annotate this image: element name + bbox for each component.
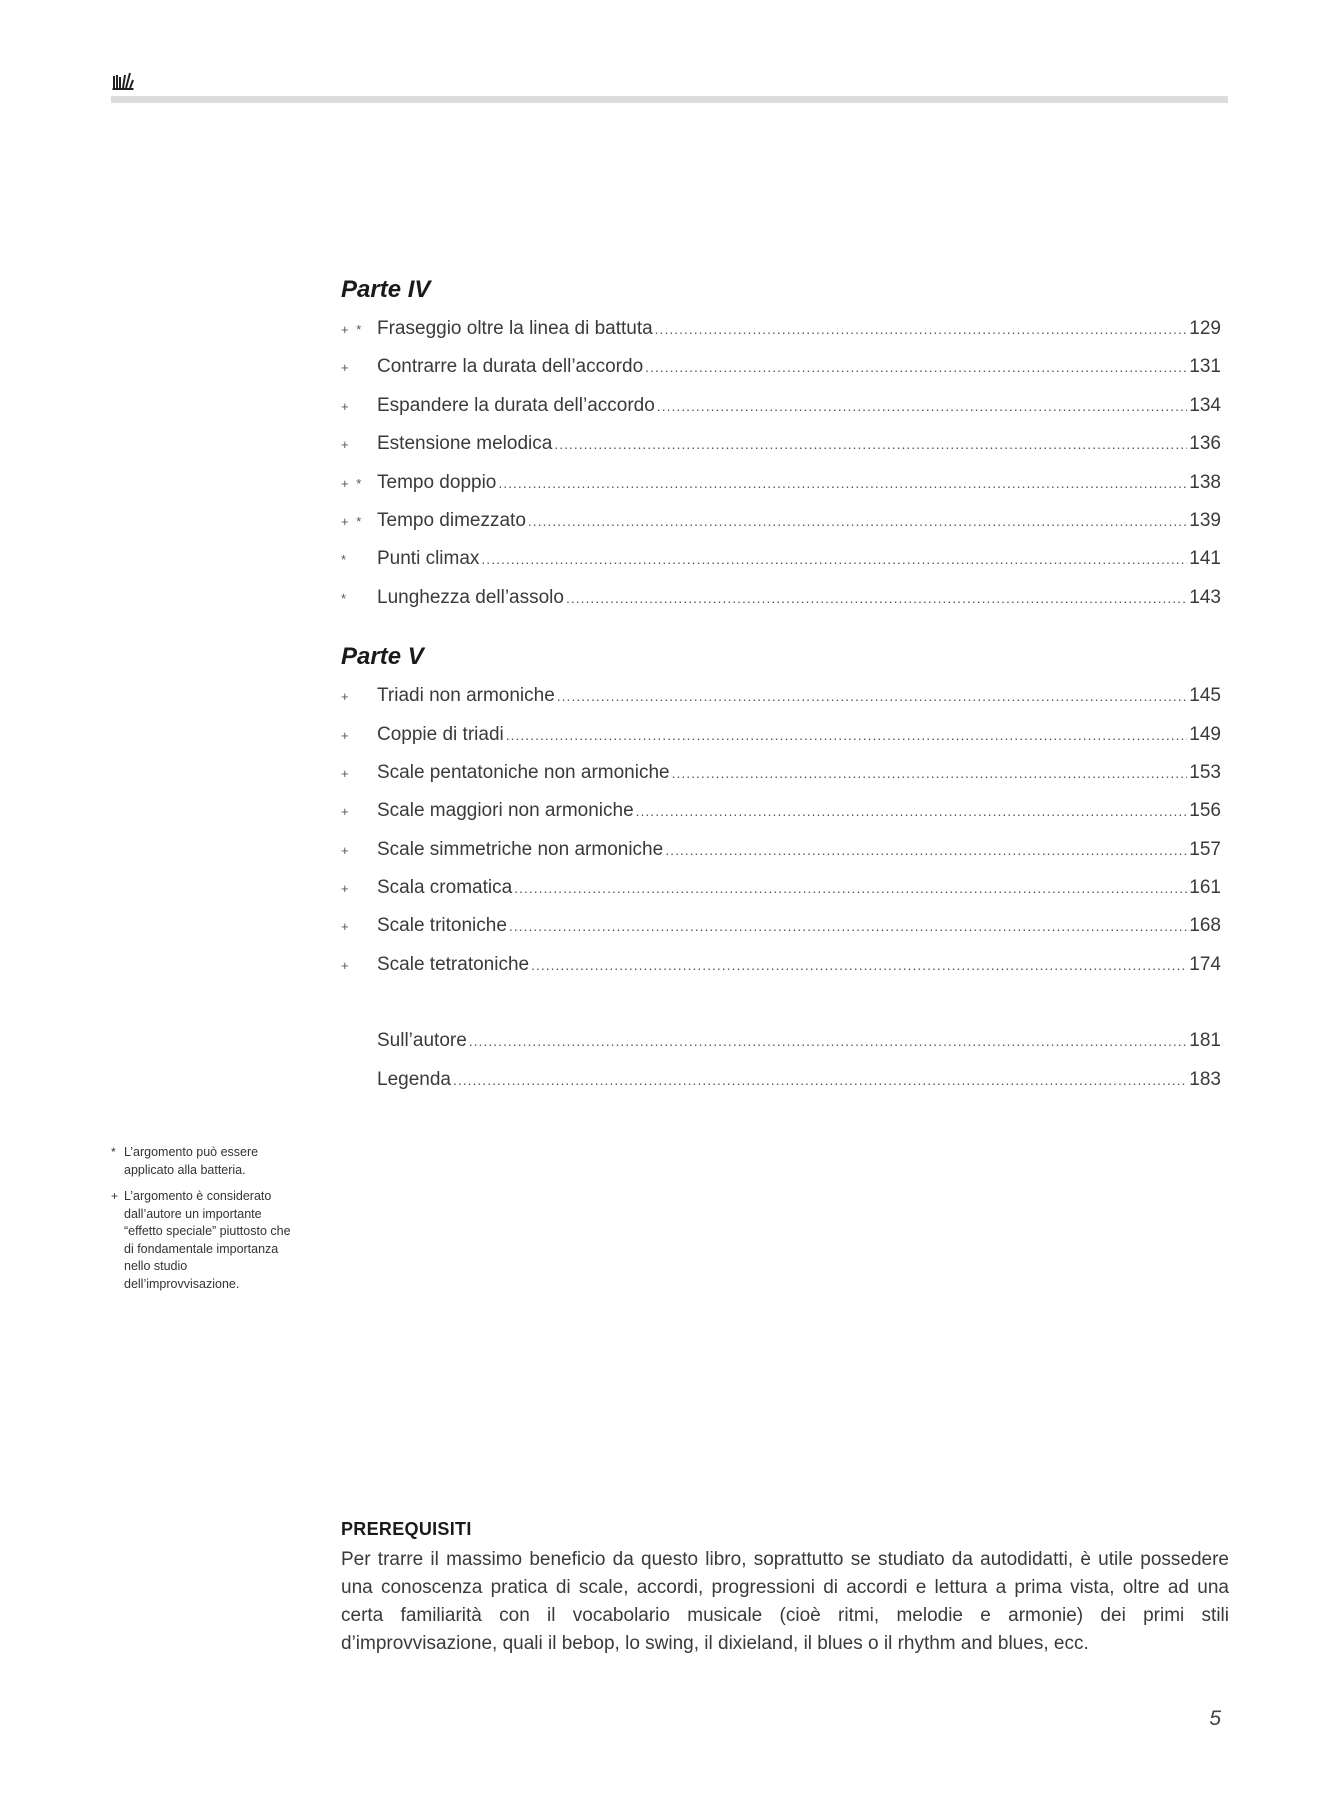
entry-marks: +	[341, 957, 351, 973]
dot-leader	[453, 1061, 1187, 1099]
toc-list	[341, 310, 1221, 617]
entry-page-number: 136	[1189, 433, 1221, 455]
entry-title: Punti climax	[377, 548, 480, 570]
entry-page-number: 138	[1189, 471, 1221, 493]
entry-page-number: 149	[1189, 723, 1221, 745]
dot-leader	[566, 579, 1187, 617]
entry-title: Scale tritoniche	[377, 915, 507, 937]
entry-page-number: 145	[1189, 685, 1221, 707]
entry-title: Scale pentatoniche non armoniche	[377, 761, 670, 783]
prerequisites-title: PREREQUISITI	[341, 1519, 472, 1539]
header-rule	[111, 96, 1228, 103]
entry-marks: +	[341, 842, 351, 858]
dot-leader	[672, 754, 1188, 792]
toc-entry	[341, 1061, 1221, 1099]
toc-extras-list	[341, 1022, 1221, 1099]
legend-sidenotes	[111, 1144, 301, 1302]
toc-entry	[341, 310, 1221, 348]
dot-leader	[509, 907, 1187, 945]
sidenote-symbol: +	[111, 1189, 119, 1203]
entry-title: Estensione melodica	[377, 433, 553, 455]
sidenote-text: L’argomento è considerato dall’autore un importante “effetto speciale” piuttosto che di fondamentale importanza nello studio dell’improvvisazione.	[124, 1189, 291, 1291]
dot-leader	[657, 387, 1188, 425]
entry-page-number: 129	[1189, 318, 1221, 339]
dot-leader	[655, 310, 1188, 348]
toc-entry	[341, 579, 1221, 617]
entry-title: Scala cromatica	[377, 877, 513, 899]
table-of-contents	[341, 270, 1221, 1099]
entry-title: Espandere la durata dell’accordo	[377, 394, 655, 416]
sidenote-text: L’argomento può essere applicato alla batteria.	[124, 1145, 259, 1177]
dot-leader	[498, 464, 1187, 502]
dot-leader	[528, 502, 1187, 540]
page-number: 5	[1209, 1707, 1221, 1730]
entry-page-number: 181	[1189, 1030, 1221, 1052]
entry-page-number: 139	[1189, 509, 1221, 531]
entry-marks: +	[341, 919, 351, 935]
entry-title: Scale simmetriche non armoniche	[377, 838, 664, 860]
dot-leader	[531, 946, 1187, 984]
dot-leader	[506, 716, 1188, 754]
toc-entry	[341, 869, 1221, 907]
dot-leader	[481, 540, 1187, 578]
entry-marks: *	[341, 590, 349, 606]
sidenote-symbol: *	[111, 1145, 116, 1159]
entry-page-number: 174	[1189, 953, 1221, 975]
entry-marks: +	[341, 765, 351, 781]
toc-entry	[341, 425, 1221, 463]
entry-page-number: 156	[1189, 800, 1221, 822]
toc-entry	[341, 677, 1221, 715]
entry-marks: +	[341, 360, 351, 376]
toc-entry	[341, 831, 1221, 869]
prerequisites-body: Per trarre il massimo beneficio da questo libro, soprattutto se studiato da autodidatti, è utile possedere una conoscenza pratica di scale, accordi, progressioni di accordi e lettura a prima vista, oltre ad una certa familiarità con il vocabolario musicale (cioè ritmi, melodie e armonie) dei primi stili d’improvvisazione, quali il bebop, lo swing, il dixieland, il blues o il rhythm and blues, ecc.	[341, 1549, 1229, 1654]
toc-entry	[341, 387, 1221, 425]
entry-title: Scale maggiori non armoniche	[377, 800, 634, 822]
toc-entry	[341, 716, 1221, 754]
entry-page-number: 131	[1189, 356, 1221, 378]
entry-page-number: 168	[1189, 915, 1221, 937]
entry-marks: + *	[341, 513, 364, 529]
entry-page-number: 153	[1189, 761, 1221, 783]
toc-entry	[341, 946, 1221, 984]
entry-marks: + *	[341, 475, 364, 491]
dot-leader	[554, 425, 1187, 463]
entry-title: Contrarre la durata dell’accordo	[377, 356, 644, 378]
entry-marks: +	[341, 804, 351, 820]
entry-page-number: 143	[1189, 586, 1221, 608]
toc-entry	[341, 502, 1221, 540]
entry-title: Fraseggio oltre la linea di battuta	[377, 318, 653, 339]
section-title: Parte IV	[341, 276, 431, 303]
entry-title: Coppie di triadi	[377, 723, 504, 745]
toc-entry	[341, 540, 1221, 578]
entry-page-number: 134	[1189, 394, 1221, 416]
toc-entry	[341, 754, 1221, 792]
entry-title: Sull’autore	[377, 1030, 467, 1052]
entry-marks: +	[341, 689, 351, 705]
toc-entry	[341, 907, 1221, 945]
dot-leader	[645, 348, 1187, 386]
toc-entry	[341, 1022, 1221, 1060]
entry-title: Tempo dimezzato	[377, 509, 526, 531]
book-stack-logo-icon	[112, 71, 134, 91]
entry-marks: +	[341, 881, 351, 897]
entry-page-number: 183	[1189, 1068, 1221, 1090]
entry-title: Legenda	[377, 1068, 451, 1090]
entry-title: Tempo doppio	[377, 471, 497, 493]
toc-entry	[341, 792, 1221, 830]
entry-title: Scale tetratoniche	[377, 953, 530, 975]
dot-leader	[469, 1022, 1188, 1060]
sidenote	[111, 1144, 301, 1179]
entry-marks: *	[341, 552, 349, 568]
section-title: Parte V	[341, 643, 424, 671]
sidenote	[111, 1188, 301, 1293]
toc-entry	[341, 464, 1221, 502]
dot-leader	[636, 792, 1188, 830]
dot-leader	[514, 869, 1187, 907]
entry-page-number: 157	[1189, 838, 1221, 860]
dot-leader	[557, 677, 1188, 715]
toc-entry	[341, 348, 1221, 386]
entry-marks: +	[341, 437, 351, 453]
dot-leader	[665, 831, 1187, 869]
entry-marks: +	[341, 398, 351, 414]
entry-marks: +	[341, 727, 351, 743]
toc-list	[341, 677, 1221, 984]
entry-page-number: 161	[1189, 877, 1221, 899]
entry-title: Triadi non armoniche	[377, 685, 555, 707]
entry-page-number: 141	[1189, 548, 1221, 570]
prerequisites-section	[341, 1519, 1229, 1658]
entry-title: Lunghezza dell’assolo	[377, 586, 564, 608]
entry-marks: + *	[341, 322, 364, 337]
